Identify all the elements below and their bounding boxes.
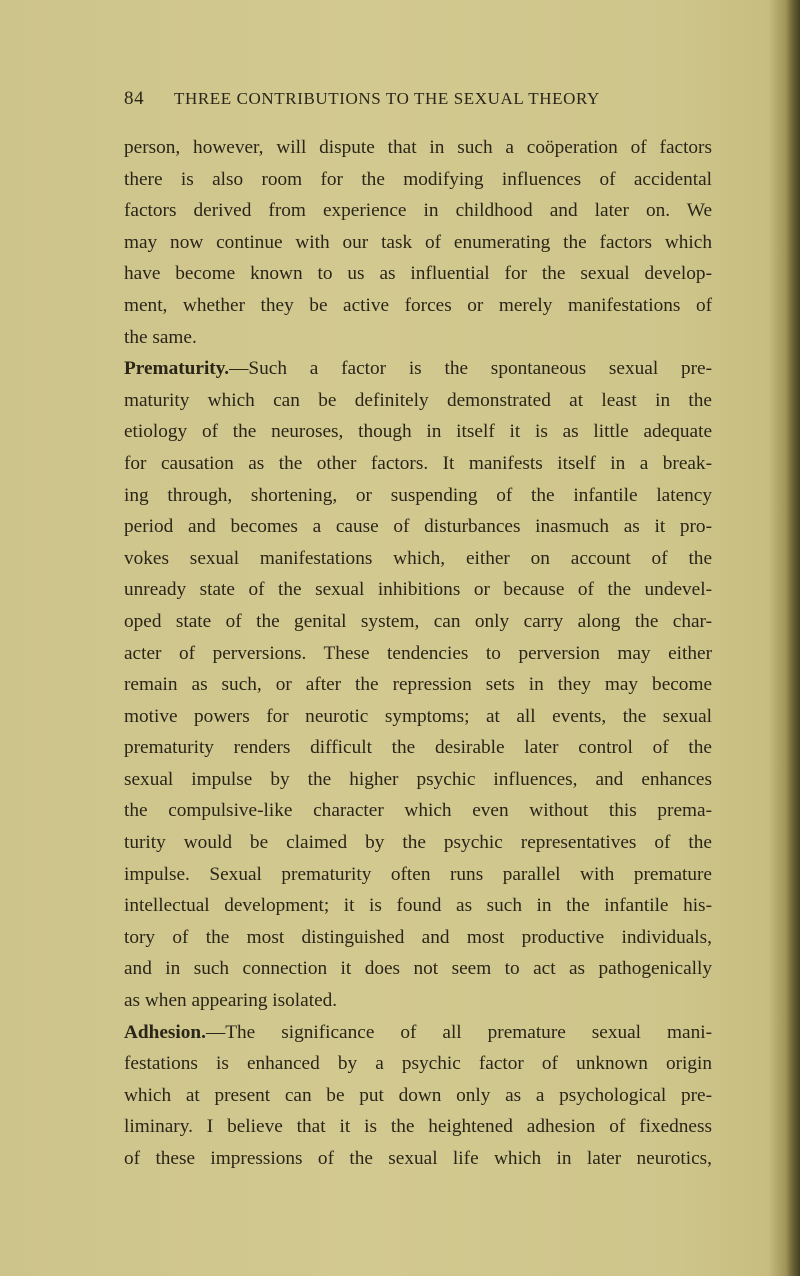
text-line: person, however, will dispute that in such a coöperation of factors (124, 137, 712, 158)
text-line: festations is enhanced by a psychic factor of unknown origin (124, 1053, 712, 1075)
text-line: and in such connection it does not seem to act as pathogenically (124, 958, 712, 980)
text-line: tory of the most distinguished and most productive individuals, (124, 926, 712, 948)
text-line: the same. (124, 326, 197, 348)
text-line: factors derived from experience in childhood and later on. We (124, 200, 712, 222)
text-line: intellectual development; it is found as such in the infantile his- (124, 895, 712, 917)
text-line: prematurity renders difficult the desirable later control of the (124, 737, 712, 759)
text-line: motive powers for neurotic symptoms; at all events, the sexual (124, 705, 712, 727)
text-line: which at present can be put down only as a psychological pre- (124, 1084, 712, 1106)
text-line: remain as such, or after the repression sets in they may become (124, 674, 712, 696)
running-header (124, 88, 684, 110)
text-line: etiology of the neuroses, though in itself it is as little adequate (124, 421, 712, 443)
text-line: sexual impulse by the higher psychic influences, and enhances (124, 768, 712, 790)
text-line: oped state of the genital system, can only carry along the char- (124, 610, 712, 632)
text-line: period and becomes a cause of disturbances inasmuch as it pro- (124, 516, 712, 538)
text-line: ment, whether they be active forces or merely manifestations of (124, 294, 712, 316)
text-line: acter of perversions. These tendencies to perversion may either (124, 642, 712, 664)
text-line: ing through, shortening, or suspending of the infantile latency (124, 484, 712, 506)
text-line: liminary. I believe that it is the heightened adhesion of fixedness (124, 1116, 712, 1138)
text-line: maturity which can be definitely demonstrated at least in the (124, 389, 712, 411)
running-title: THREE CONTRIBUTIONS TO THE SEXUAL THEORY (174, 89, 600, 108)
text-line: of these impressions of the sexual life which in later neurotics, (124, 1148, 712, 1169)
text-line: have become known to us as influential for the sexual develop- (124, 263, 712, 285)
text-line: unready state of the sexual inhibitions or because of the undevel- (124, 579, 712, 601)
page-number: 84 (124, 88, 145, 109)
text-line: there is also room for the modifying influences of accidental (124, 168, 712, 190)
text-line: Prematurity.—Such a factor is the spontaneous sexual pre- (124, 358, 712, 380)
text-line: vokes sexual manifestations which, either on account of the (124, 547, 712, 569)
text-line: impulse. Sexual prematurity often runs parallel with premature (124, 863, 712, 885)
text-line: may now continue with our task of enumerating the factors which (124, 231, 712, 253)
text-line: the compulsive-like character which even without this prema- (124, 800, 712, 822)
section-term: Adhesion. (124, 1021, 206, 1043)
text-line: Adhesion.—The significance of all premature sexual mani- (124, 1021, 712, 1043)
section-term: Prematurity. (124, 358, 230, 380)
body-text (124, 132, 712, 1175)
text-line: for causation as the other factors. It manifests itself in a break- (124, 452, 712, 474)
page-edge-shadow (786, 0, 800, 1276)
text-line: turity would be claimed by the psychic representatives of the (124, 832, 712, 854)
text-line: as when appearing isolated. (124, 990, 338, 1012)
